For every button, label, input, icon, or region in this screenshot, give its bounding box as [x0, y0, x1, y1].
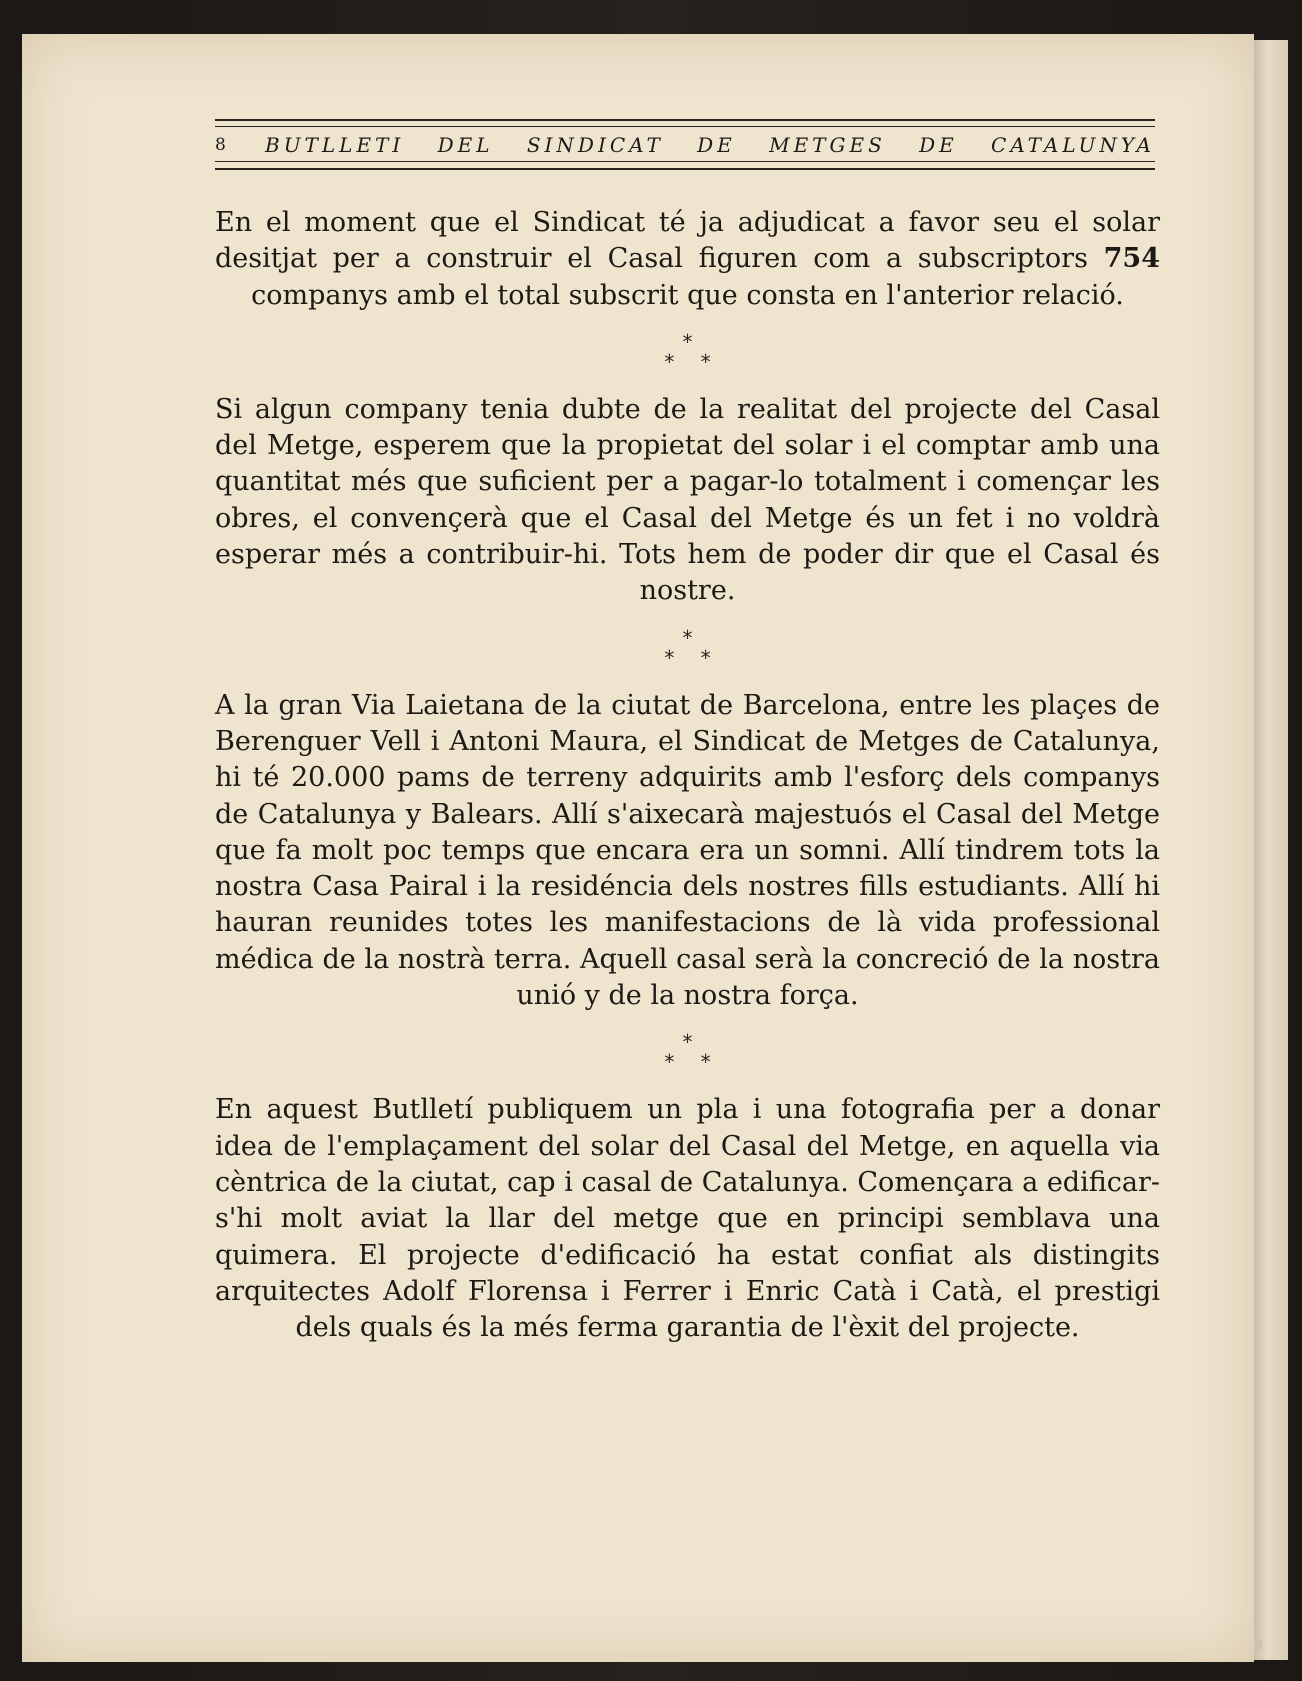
header-rule-bottom — [215, 168, 1155, 170]
paragraph-1-text-a: En el moment que el Sindicat té ja adjudicat a favor seu el solar desitjat per a construir el Casal figuren com a subscriptors — [215, 207, 1160, 275]
journal-title: BUTLLETI DEL SINDICAT DE METGES DE CATALUNYA — [265, 133, 1155, 157]
asterism-top: * — [682, 329, 693, 354]
asterism-separator-1 — [215, 329, 1160, 374]
header-rule-bottom-thin — [215, 161, 1155, 162]
subscriber-count: 754 — [1103, 243, 1160, 275]
asterism-bottom: * * — [664, 1050, 721, 1075]
article-body — [215, 205, 1160, 1346]
paragraph-2: Si algun company tenia dubte de la realitat del projecte del Casal del Metge, esperem que la propietat del solar i el comptar amb una quantitat més que suficient per a pagar-lo totalment i començar les obres, el convençerà que el Casal del Metge és un fet i no voldrà esperar més a contribuir-hi. Tots hem de poder dir que el Casal és nostre. — [215, 393, 1160, 607]
header-rule-top-thin — [215, 126, 1155, 127]
asterism-separator-2 — [215, 625, 1160, 670]
page-edge-right — [1254, 40, 1288, 1660]
paragraph-1-text-b: companys amb el total subscrit que consta en l'anterior relació. — [251, 279, 1124, 311]
running-head — [215, 132, 1155, 158]
asterism-top: * — [682, 1030, 693, 1055]
page-number: 8 — [215, 135, 226, 155]
asterism-separator-3 — [215, 1030, 1160, 1075]
asterism-bottom: * * — [664, 645, 721, 670]
paragraph-4: En aquest Butlletí publiquem un pla i una fotografia per a donar idea de l'emplaçament del solar del Casal del Metge, en aquella via cèntrica de la ciutat, cap i casal de Catalunya. Començara a edificar-s'hi molt aviat la llar del metge que en principi semblava una quimera. El projecte d'edificació ha estat confiat als distingits arquitectes Adolf Florensa i Ferrer i Enric Catà i Catà, el prestigi dels quals és la més ferma garantia de l'èxit del projecte. — [215, 1094, 1160, 1344]
paragraph-1 — [215, 205, 1160, 314]
asterism-bottom: * * — [664, 349, 721, 374]
asterism-top: * — [682, 625, 693, 650]
header-rule-top — [215, 119, 1155, 121]
paragraph-3: A la gran Via Laietana de la ciutat de Barcelona, entre les plaçes de Berenguer Vell i Antoni Maura, el Sindicat de Metges de Catalunya, hi té 20.000 pams de terreny adquirits amb l'esforç dels companys de Catalunya y Balears. Allí s'aixecarà majestuós el Casal del Metge que fa molt poc temps que encara era un somni. Allí tindrem tots la nostra Casa Pairal i la residéncia dels nostres fills estudiants. Allí hi hauran reunides totes les manifestacions de là vida professional médica de la nostrà terra. Aquell casal serà la concreció de la nostra unió y de la nostra força. — [215, 689, 1160, 1012]
